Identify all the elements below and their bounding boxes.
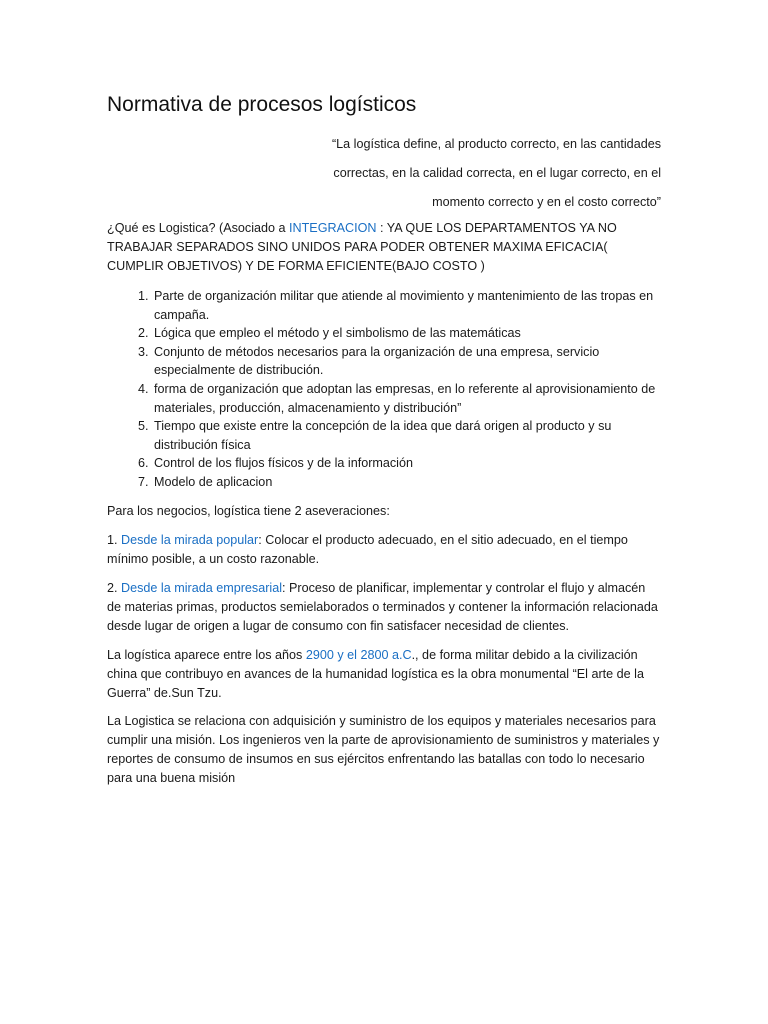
history-accent: 2900 y el 2800 a.C <box>305 648 412 662</box>
definitions-list <box>107 287 660 492</box>
closing-paragraph: La Logistica se relaciona con adquisición y suministro de los equipos y materiales necesarios para cumplir una misión. Los ingenieros ven la parte de aprovisionamiento de suministros y materiales y reportes de consumo de insumos en sus ejércitos enfrentando las batallas con todo lo necesario para una buena misión <box>107 714 660 785</box>
assertion-accent: Desde la mirada popular <box>121 533 259 547</box>
assertion-text: : Colocar el producto adecuado, en el sitio adecuado, en el tiempo mínimo posible, a un costo razonable. <box>107 533 628 566</box>
history-text-before: La logística aparece entre los años <box>107 648 306 662</box>
assertion-number: 2. <box>107 581 122 595</box>
list-item: 4. forma de organización que adoptan las empresas, en lo referente al aprovisionamiento de materiales, producción, almacenamiento y distribución” <box>152 380 660 417</box>
epigraph-quote: “La logística define, al producto correcto, en las cantidades correctas, en la calidad correcta, en el lugar correcto, en el momento correcto y en el costo correcto” <box>331 137 661 209</box>
list-item: 5. Tiempo que existe entre la concepción de la idea que dará origen al producto y su distribución física <box>152 417 660 454</box>
history-paragraph <box>107 646 660 703</box>
assertion-popular <box>107 531 660 569</box>
assertion-empresarial <box>107 579 660 636</box>
intro-accent: INTEGRACION <box>289 221 377 235</box>
intro-text-after: : YA QUE LOS DEPARTAMENTOS YA NO TRABAJAR SEPARADOS SINO UNIDOS PARA PODER OBTENER MAXIMA EFICACIA( CUMPLIR OBJETIVOS) Y DE FORMA EFICIENTE(BAJO COSTO ) <box>107 221 617 273</box>
list-item: 1. Parte de organización militar que atiende al movimiento y mantenimiento de las tropas en campaña. <box>152 287 660 324</box>
assertion-text: : Proceso de planificar, implementar y controlar el flujo y almacén de materias primas, productos semielaborados o terminados y contener la información relacionada desde lugar de origen a lugar de consumo con fin satisfacer necesidad de clientes. <box>107 581 658 633</box>
intro-paragraph <box>107 219 660 276</box>
intro-text-before: ¿Qué es Logistica? (Asociado a <box>107 221 290 235</box>
business-intro: Para los negocios, logística tiene 2 aseveraciones: <box>107 504 390 518</box>
history-text-after: ., de forma militar debido a la civilización china que contribuyo en avances de la humanidad logística es la obra monumental “El arte de la Guerra” de.Sun Tzu. <box>107 648 644 700</box>
list-item: 2. Lógica que empleo el método y el simbolismo de las matemáticas <box>152 324 660 343</box>
assertion-accent: Desde la mirada empresarial <box>121 581 283 595</box>
list-item: 3. Conjunto de métodos necesarios para la organización de una empresa, servicio especialmente de distribución. <box>152 343 660 380</box>
assertion-number: 1. <box>107 533 122 547</box>
page-title: Normativa de procesos logísticos <box>107 93 417 116</box>
list-item: 7. Modelo de aplicacion <box>152 473 660 492</box>
list-item: 6. Control de los flujos físicos y de la información <box>152 454 660 473</box>
